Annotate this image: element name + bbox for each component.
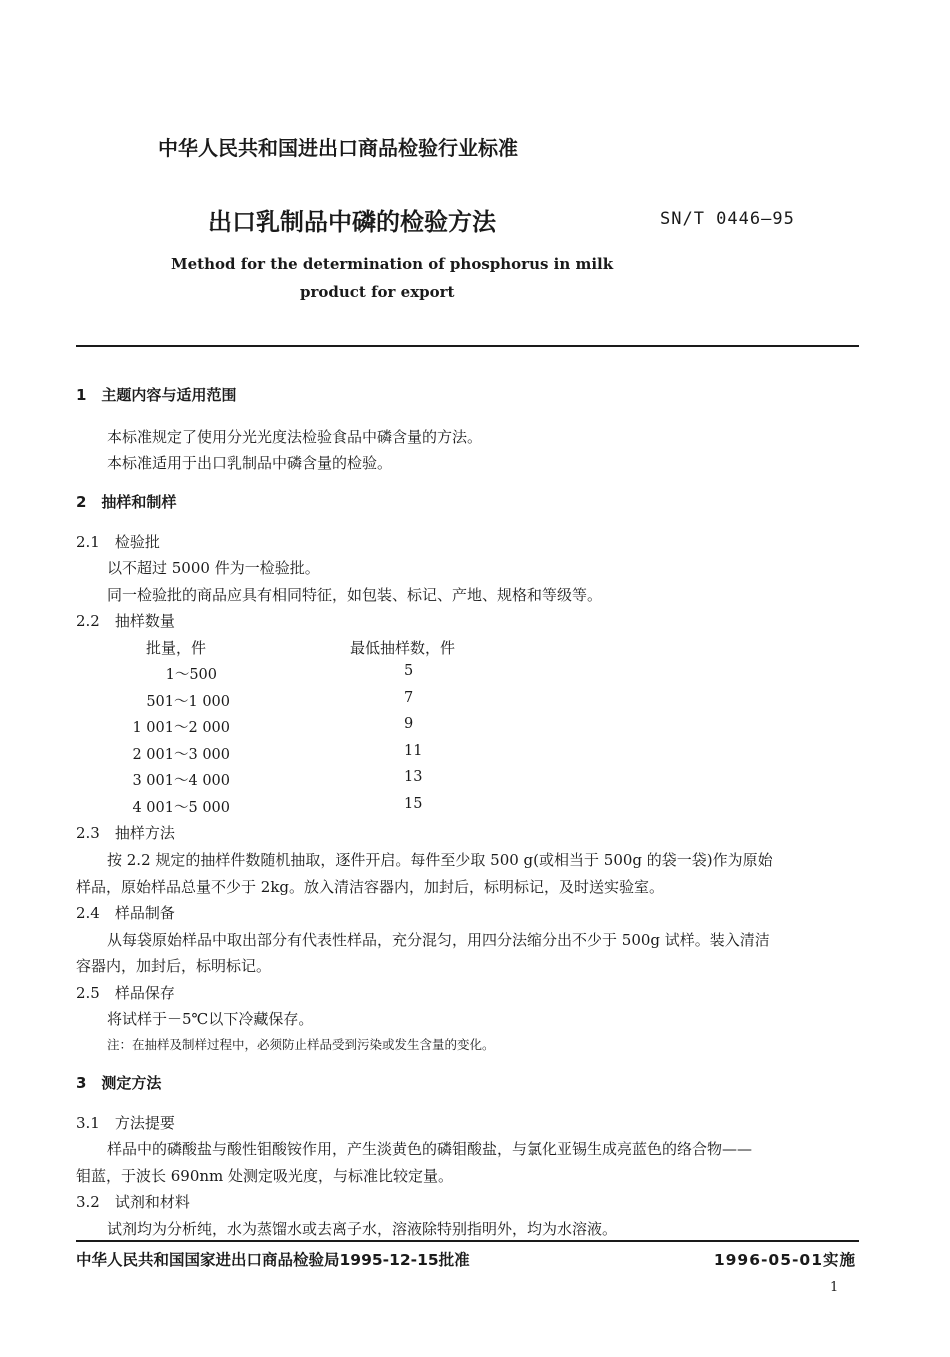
section-2-5-note: 注：在抽样及制样过程中，必须防止样品受到污染或发生含量的变化。 [107, 1037, 495, 1052]
table-cell-lot: 2 001～3 000 [132, 747, 230, 763]
org-title: 中华人民共和国进出口商品检验行业标准 [158, 136, 518, 160]
section-2-1-paragraph: 同一检验批的商品应具有相同特征，如包装、标记、产地、规格和等级等。 [107, 586, 603, 604]
section-2-4-paragraph: 容器内，加封后，标明标记。 [76, 957, 272, 975]
section-2-1-heading: 2.1 检验批 [76, 533, 160, 551]
english-title-line2: product for export [300, 283, 455, 301]
table-cell-min: 11 [404, 743, 423, 759]
section-3-1-paragraph: 钼蓝，于波长 690nm 处测定吸光度，与标准比较定量。 [76, 1167, 454, 1185]
section-3-2-heading: 3.2 试剂和材料 [76, 1193, 190, 1211]
table-cell-min: 5 [404, 663, 414, 679]
approval-statement: 中华人民共和国国家进出口商品检验局1995-12-15批准 [76, 1251, 470, 1269]
section-2-4-heading: 2.4 样品制备 [76, 904, 175, 922]
section-2-5-paragraph: 将试样于－5℃以下冷藏保存。 [107, 1010, 314, 1028]
footer-rule [76, 1240, 859, 1242]
english-title-line1: Method for the determination of phosphorus in milk [171, 255, 614, 273]
page-number: 1 [830, 1280, 839, 1295]
section-3-1-paragraph: 样品中的磷酸盐与酸性钼酸铵作用，产生淡黄色的磷钼酸盐，与氯化亚锡生成亮蓝色的络合物—— [107, 1140, 753, 1158]
section-3-1-heading: 3.1 方法提要 [76, 1114, 175, 1132]
section-2-1-paragraph: 以不超过 5000 件为一检验批。 [107, 559, 320, 577]
table-cell-lot: 1～500 [165, 667, 217, 683]
section-2-heading: 2 抽样和制样 [76, 493, 177, 511]
table-cell-min: 7 [404, 690, 414, 706]
section-1-paragraph: 本标准适用于出口乳制品中磷含量的检验。 [107, 454, 393, 472]
section-1-paragraph: 本标准规定了使用分光光度法检验食品中磷含量的方法。 [107, 428, 483, 446]
table-cell-min: 13 [404, 769, 423, 785]
section-2-4-paragraph: 从每袋原始样品中取出部分有代表性样品，充分混匀，用四分法缩分出不少于 500g 试样。装入清洁 [107, 931, 770, 949]
table-cell-lot: 1 001～2 000 [132, 720, 230, 736]
section-1-heading: 1 主题内容与适用范围 [76, 386, 237, 404]
section-3-heading: 3 测定方法 [76, 1074, 162, 1092]
standard-number: SN/T 0446—95 [660, 209, 795, 229]
table-header-min-samples: 最低抽样数，件 [350, 639, 456, 657]
effective-date: 1996-05-01实施 [713, 1251, 856, 1269]
header-rule [76, 345, 859, 347]
section-2-3-paragraph: 样品，原始样品总量不少于 2kg。放入清洁容器内，加封后，标明标记，及时送实验室。 [76, 878, 665, 896]
table-cell-lot: 4 001～5 000 [132, 800, 230, 816]
section-2-5-heading: 2.5 样品保存 [76, 984, 175, 1002]
section-2-3-paragraph: 按 2.2 规定的抽样件数随机抽取，逐件开启。每件至少取 500 g(或相当于 500g 的袋一袋)作为原始 [107, 851, 773, 869]
table-cell-lot: 3 001～4 000 [132, 773, 230, 789]
table-header-lot: 批量，件 [146, 639, 207, 657]
doc-title: 出口乳制品中磷的检验方法 [208, 208, 496, 236]
section-2-3-heading: 2.3 抽样方法 [76, 824, 175, 842]
section-2-2-heading: 2.2 抽样数量 [76, 612, 175, 630]
section-3-2-paragraph: 试剂均为分析纯，水为蒸馏水或去离子水，溶液除特别指明外，均为水溶液。 [107, 1220, 618, 1238]
table-cell-min: 15 [404, 796, 423, 812]
table-cell-min: 9 [404, 716, 414, 732]
table-cell-lot: 501～1 000 [146, 694, 230, 710]
